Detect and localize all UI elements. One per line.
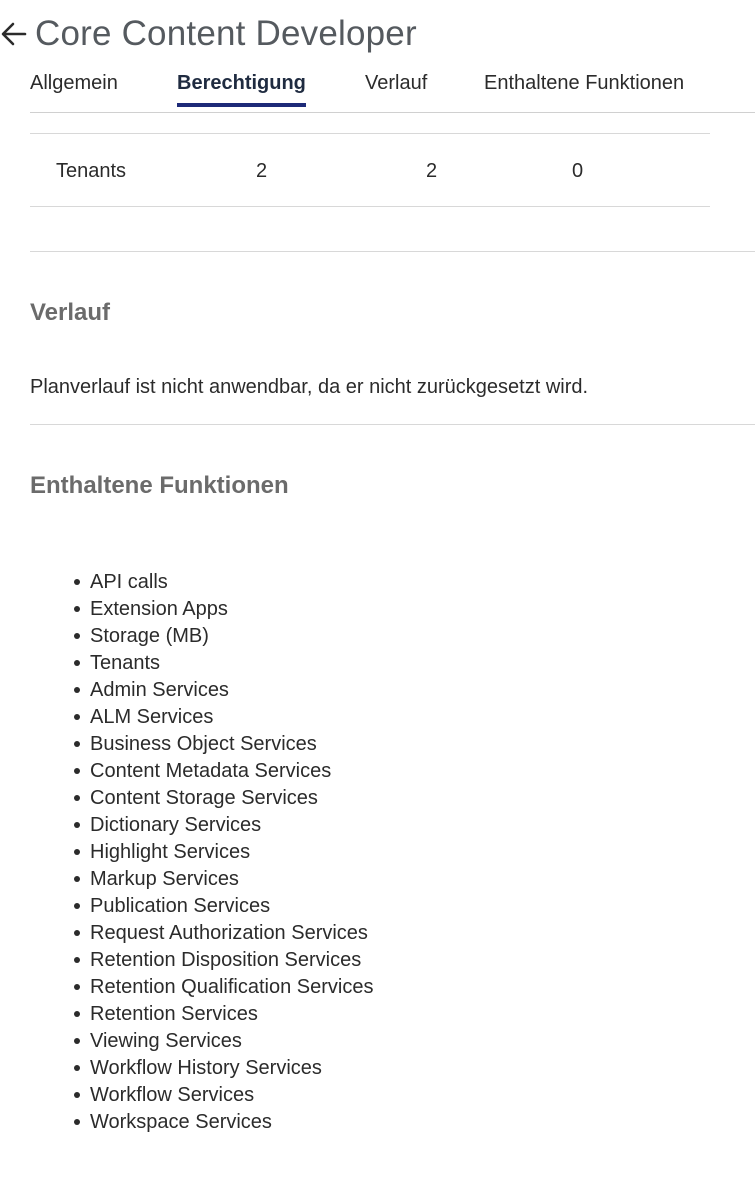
list-item: Admin Services bbox=[90, 678, 373, 705]
bullet-icon bbox=[74, 984, 80, 990]
list-item: Workflow History Services bbox=[90, 1056, 373, 1083]
table-cell-name: Tenants bbox=[56, 160, 127, 182]
list-item: ALM Services bbox=[90, 705, 373, 732]
bullet-icon bbox=[74, 633, 80, 639]
list-item: Retention Services bbox=[90, 1002, 373, 1029]
bullet-icon bbox=[74, 822, 80, 828]
bullet-icon bbox=[74, 876, 80, 882]
bullet-icon bbox=[74, 1065, 80, 1071]
page-header bbox=[0, 8, 417, 60]
list-item: Dictionary Services bbox=[90, 813, 373, 840]
list-item: API calls bbox=[90, 570, 373, 597]
back-button[interactable] bbox=[0, 14, 29, 54]
bullet-icon bbox=[74, 930, 80, 936]
bullet-icon bbox=[74, 768, 80, 774]
bullet-icon bbox=[74, 1011, 80, 1017]
list-item: Business Object Services bbox=[90, 732, 373, 759]
list-item: Storage (MB) bbox=[90, 624, 373, 651]
bullet-icon bbox=[74, 606, 80, 612]
bullet-icon bbox=[74, 795, 80, 801]
list-item: Retention Disposition Services bbox=[90, 948, 373, 975]
bullet-icon bbox=[74, 903, 80, 909]
tab-enthaltene-funktionen[interactable]: Enthaltene Funktionen bbox=[484, 72, 685, 94]
tab-bar bbox=[30, 62, 755, 113]
bullet-icon bbox=[74, 714, 80, 720]
entitlement-table bbox=[30, 133, 710, 207]
page-title: Core Content Developer bbox=[35, 14, 417, 53]
tab-verlauf[interactable]: Verlauf bbox=[365, 72, 428, 94]
list-item: Workspace Services bbox=[90, 1110, 373, 1137]
table-cell-value: 0 bbox=[572, 160, 584, 182]
bullet-icon bbox=[74, 957, 80, 963]
bullet-icon bbox=[74, 1119, 80, 1125]
bullet-icon bbox=[74, 687, 80, 693]
list-item: Workflow Services bbox=[90, 1083, 373, 1110]
bullet-icon bbox=[74, 741, 80, 747]
tab-allgemein[interactable]: Allgemein bbox=[30, 72, 118, 94]
list-item: Extension Apps bbox=[90, 597, 373, 624]
list-item: Publication Services bbox=[90, 894, 373, 921]
table-cell-value: 2 bbox=[256, 160, 268, 182]
tab-berechtigung[interactable]: Berechtigung bbox=[177, 72, 306, 107]
list-item: Highlight Services bbox=[90, 840, 373, 867]
bullet-icon bbox=[74, 579, 80, 585]
list-item: Viewing Services bbox=[90, 1029, 373, 1056]
list-item: Content Storage Services bbox=[90, 786, 373, 813]
list-item: Markup Services bbox=[90, 867, 373, 894]
bullet-icon bbox=[74, 660, 80, 666]
section-divider bbox=[30, 424, 755, 425]
list-item: Tenants bbox=[90, 651, 373, 678]
bullet-icon bbox=[74, 1092, 80, 1098]
section-divider bbox=[30, 251, 755, 252]
history-heading: Verlauf bbox=[30, 299, 111, 326]
arrow-left-icon bbox=[0, 20, 28, 48]
list-item: Retention Qualification Services bbox=[90, 975, 373, 1002]
list-item: Request Authorization Services bbox=[90, 921, 373, 948]
list-item: Content Metadata Services bbox=[90, 759, 373, 786]
bullet-icon bbox=[74, 849, 80, 855]
bullet-icon bbox=[74, 1038, 80, 1044]
features-list bbox=[90, 570, 373, 1137]
history-text: Planverlauf ist nicht anwendbar, da er nicht zurückgesetzt wird. bbox=[30, 376, 589, 398]
features-heading: Enthaltene Funktionen bbox=[30, 472, 289, 499]
table-cell-value: 2 bbox=[426, 160, 438, 182]
